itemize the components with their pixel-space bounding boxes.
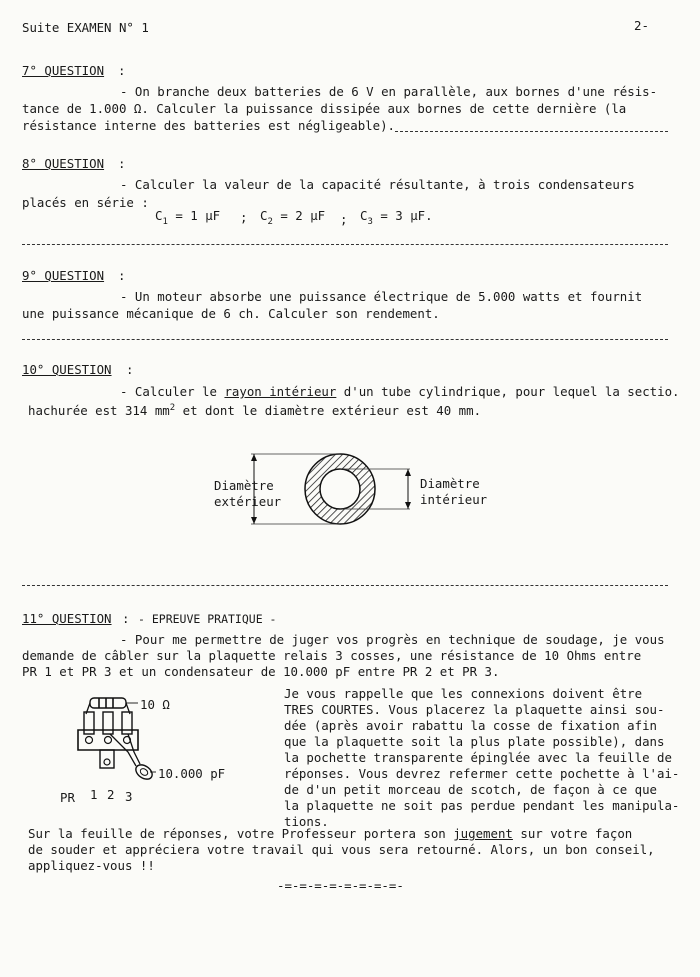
question-11-line: - Pour me permettre de juger vos progrès en technique de soudage, je vous	[120, 632, 665, 647]
instruction-line: que la plaquette soit la plus plate possible), dans	[284, 734, 665, 749]
separator-line	[22, 339, 668, 340]
separator-line	[22, 244, 668, 245]
page-number: 2-	[634, 18, 649, 33]
separator-line	[22, 585, 668, 586]
capacitor-c1-value: $C_1 = 1$ µF	[155, 208, 221, 227]
inner-diameter-label: Diamètre	[420, 476, 480, 491]
capacitor-c3-value: $C_3 = 3$ µF.	[360, 208, 433, 227]
question-9-title: 9° QUESTION	[22, 268, 105, 283]
question-7-colon: :	[118, 63, 126, 78]
separator-semicolon: ;	[240, 210, 248, 225]
question-10-line: hachurée est 314 $mm^2$ et dont le diamètre extérieur est 40 mm.	[28, 403, 482, 418]
instruction-line: Je vous rappelle que les connexions doivent être	[284, 686, 643, 701]
question-10-title: 10° QUESTION	[22, 362, 112, 377]
question-9-colon: :	[118, 268, 126, 283]
resistor-label: 10 Ω	[140, 697, 170, 712]
separator-semicolon: ;	[340, 212, 348, 227]
tube-inner-hole	[320, 469, 360, 509]
question-9-line: une puissance mécanique de 6 ch. Calculer son rendement.	[22, 306, 440, 321]
inner-diameter-label: intérieur	[420, 492, 488, 507]
instruction-line: dée (après avoir rabattu la cosse de fixation afin	[284, 718, 657, 733]
question-10-line: - Calculer le rayon intérieur d'un tube cylindrique, pour lequel la sectio.	[120, 384, 680, 399]
closing-line: appliquez-vous !!	[28, 858, 155, 873]
question-11-line: PR 1 et PR 3 et un condensateur de 10.000 pF entre PR 2 et PR 3.	[22, 664, 500, 679]
question-10-colon: :	[126, 362, 134, 377]
relay-board-plate	[78, 730, 138, 750]
outer-diameter-label: Diamètre	[214, 478, 274, 493]
pr-label: PR	[60, 790, 75, 805]
instruction-line: de d'un petit morceau de scotch, de façon à ce que	[284, 782, 657, 797]
instruction-line: tions.	[284, 814, 329, 829]
question-11-line: demande de câbler sur la plaquette relais 3 cosses, une résistance de 10 Ohms entre	[22, 648, 642, 663]
question-11-subtitle: - EPREUVE PRATIQUE -	[138, 612, 277, 626]
instruction-line: TRES COURTES. Vous placerez la plaquette ainsi sou-	[284, 702, 665, 717]
pin-number: 2	[107, 787, 115, 802]
question-8-line: - Calculer la valeur de la capacité résultante, à trois condensateurs	[120, 177, 635, 192]
question-7-line: tance de 1.000 Ω. Calculer la puissance dissipée aux bornes de cette dernière (la	[22, 101, 627, 116]
question-9-line: - Un moteur absorbe une puissance électrique de 5.000 watts et fournit	[120, 289, 643, 304]
pin-number: 1	[90, 787, 98, 802]
question-7-line: résistance interne des batteries est négligeable).	[22, 118, 395, 133]
closing-line: Sur la feuille de réponses, votre Professeur portera son jugement sur votre façon	[28, 826, 633, 841]
question-7-title: 7° QUESTION	[22, 63, 105, 78]
outer-diameter-label: extérieur	[214, 494, 282, 509]
separator-line	[395, 131, 668, 132]
question-11-colon: :	[122, 611, 130, 626]
question-8-title: 8° QUESTION	[22, 156, 105, 171]
closing-line: de souder et appréciera votre travail qui vous sera retourné. Alors, un bon conseil,	[28, 842, 655, 857]
instruction-line: la pochette transparente épinglée avec la feuille de	[284, 750, 672, 765]
capacitor-label: 10.000 pF	[158, 766, 226, 781]
question-7-line: - On branche deux batteries de 6 V en parallèle, aux bornes d'une résis-	[120, 84, 658, 99]
question-8-line: placés en série :	[22, 195, 149, 210]
capacitor-c2-value: $C_2 = 2$ µF	[260, 208, 326, 227]
resistor-body	[90, 698, 126, 708]
footer-ornament: -=-=-=-=-=-=-=-=-	[277, 878, 404, 893]
instruction-line: la plaquette ne soit pas perdue pendant les manipula-	[284, 798, 680, 813]
document-header: Suite EXAMEN N° 1	[22, 20, 149, 35]
instruction-line: réponses. Vous devrez refermer cette pochette à l'ai-	[284, 766, 680, 781]
question-11-title: 11° QUESTION	[22, 611, 112, 626]
question-8-colon: :	[118, 156, 126, 171]
pin-number: 3	[125, 789, 133, 804]
